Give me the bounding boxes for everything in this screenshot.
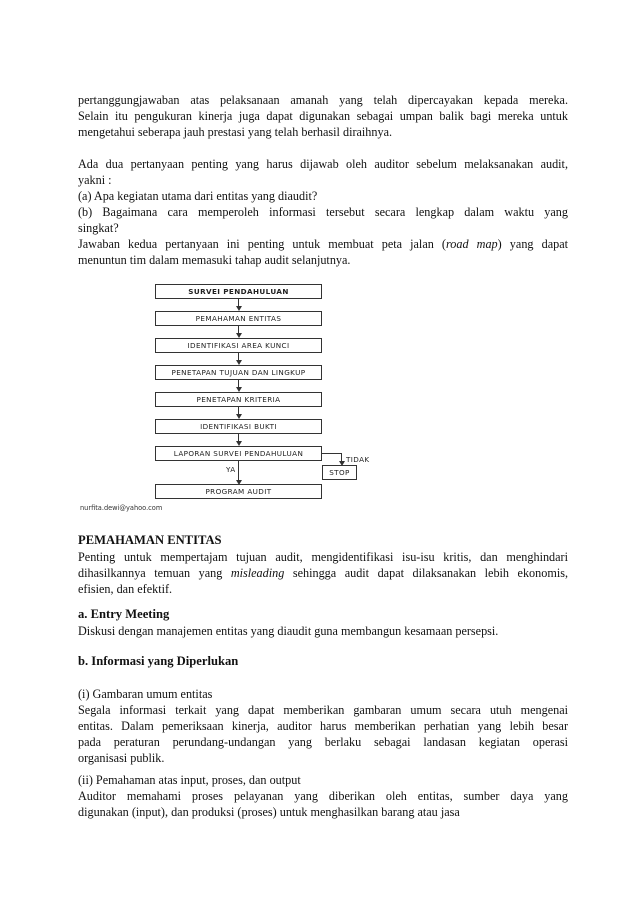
pemahaman-line-2 <box>78 565 568 581</box>
step-penetapan-tujuan: PENETAPAN TUJUAN DAN LINGKUP <box>155 365 322 380</box>
stop-box: STOP <box>322 465 357 480</box>
step-identifikasi-area-kunci: IDENTIFIKASI AREA KUNCI <box>155 338 322 353</box>
pemahaman-before: dihasilkannya temuan yang <box>78 566 231 580</box>
intro-line-2: Selain itu pengukuran kinerja juga dapat digunakan sebagai umpan balik bagi mereka untuk <box>78 109 568 123</box>
heading-informasi: b. Informasi yang Diperlukan <box>78 654 239 668</box>
sub2-line-1: Auditor memahami proses pelayanan yang diberikan oleh entitas, sumber daya yang <box>78 789 568 803</box>
step-pemahaman-entitas: PEMAHAMAN ENTITAS <box>155 311 322 326</box>
pemahaman-after: sehingga audit dapat dilaksanakan lebih ekonomis, <box>284 566 568 580</box>
question-b-line-1: (b) Bagaimana cara memperoleh informasi tersebut secara lengkap dalam waktu yang <box>78 205 568 219</box>
tidak-branch-horizontal <box>322 453 342 454</box>
pemahaman-line-3: efisien, dan efektif. <box>78 582 173 596</box>
label-ya: YA <box>226 465 236 474</box>
sub2-title: (ii) Pemahaman atas input, proses, dan output <box>78 773 301 787</box>
step-survei-pendahuluan: SURVEI PENDAHULUAN <box>155 284 322 299</box>
questions-line-2: yakni : <box>78 173 112 187</box>
answer-italic: road map <box>445 237 498 251</box>
sub1-line-4: organisasi publik. <box>78 751 165 765</box>
ya-connector <box>238 461 239 482</box>
label-tidak: TIDAK <box>346 455 370 464</box>
heading-entry-meeting: a. Entry Meeting <box>78 607 170 621</box>
answer-before: Jawaban kedua pertanyaan ini penting untuk membuat peta jalan ( <box>78 237 446 251</box>
entry-meeting-text: Diskusi dengan manajemen entitas yang diaudit guna membangun kesamaan persepsi. <box>78 624 499 638</box>
sub1-line-3: pada peraturan perundang-undangan yang berlaku sebagai landasan kegiatan operasi <box>78 735 568 749</box>
questions-line-1: Ada dua pertanyaan penting yang harus dijawab oleh auditor sebelum melaksanakan audit, <box>78 157 568 171</box>
pemahaman-italic: misleading <box>230 566 285 580</box>
question-b-line-2: singkat? <box>78 221 119 235</box>
step-penetapan-kriteria: PENETAPAN KRITERIA <box>155 392 322 407</box>
answer-line-1 <box>78 236 568 252</box>
sub1-line-2: entitas. Dalam pemeriksaan kinerja, auditor harus memberikan perhatian yang lebih besar <box>78 719 568 733</box>
step-identifikasi-bukti: IDENTIFIKASI BUKTI <box>155 419 322 434</box>
heading-pemahaman-entitas: PEMAHAMAN ENTITAS <box>78 533 222 547</box>
answer-after: ) yang dapat <box>497 237 568 251</box>
answer-line-2: menuntun tim dalam memasuki tahap audit selanjutnya. <box>78 253 351 267</box>
sub2-line-2: digunakan (input), dan produksi (proses) untuk menghasilkan barang atau jasa <box>78 805 460 819</box>
step-program-audit: PROGRAM AUDIT <box>155 484 322 499</box>
intro-line-3: mengetahui seberapa jauh prestasi yang telah berhasil diraihnya. <box>78 125 393 139</box>
intro-line-1: pertanggungjawaban atas pelaksanaan amanah yang telah dipercayakan kepada mereka. <box>78 93 568 107</box>
question-a: (a) Apa kegiatan utama dari entitas yang diaudit? <box>78 189 318 203</box>
sub1-title: (i) Gambaran umum entitas <box>78 687 213 701</box>
sub1-line-1: Segala informasi terkait yang dapat memberikan gambaran umum secara utuh mengenai <box>78 703 568 717</box>
pemahaman-line-1: Penting untuk mempertajam tujuan audit, mengidentifikasi isu-isu kritis, dan menghindari <box>78 550 568 564</box>
step-laporan-survei: LAPORAN SURVEI PENDAHULUAN <box>155 446 322 461</box>
author-email: nurfita.dewi@yahoo.com <box>80 504 163 512</box>
